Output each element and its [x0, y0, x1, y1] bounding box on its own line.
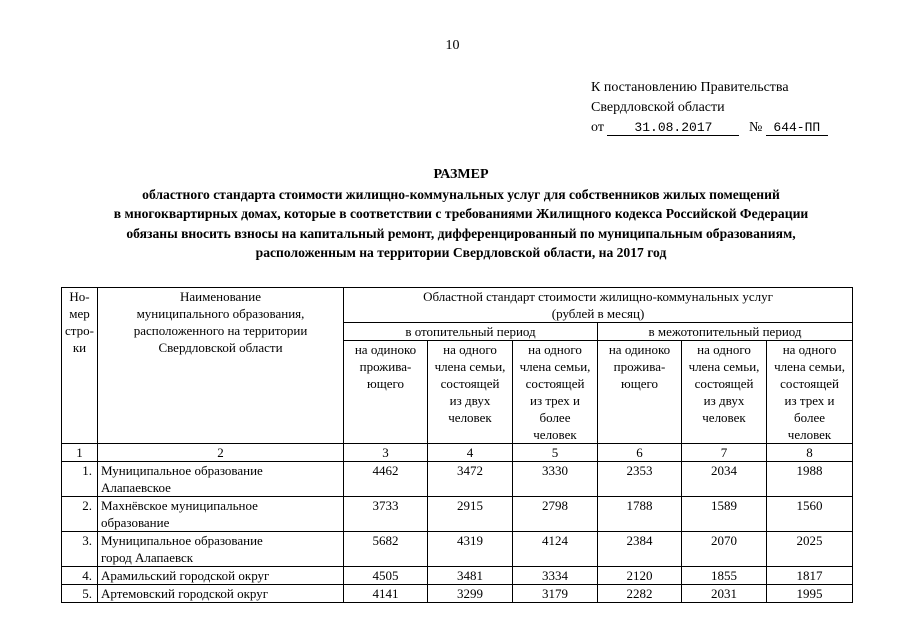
- municipality-name-line-1: Артемовский городской округ: [101, 586, 269, 601]
- cost-value-col-6: 1788: [598, 497, 682, 532]
- cost-value-col-3: 4141: [344, 585, 428, 603]
- header-heating-three-line-3: состоящей: [525, 376, 585, 391]
- cost-value-col-7: 2070: [682, 532, 767, 567]
- header-name-line-3: расположенного на территории: [133, 323, 308, 338]
- appendix-line-2: Свердловской области: [591, 100, 725, 115]
- cost-value-col-8: 1995: [767, 585, 853, 603]
- header-nonheating-two-line-4: из двух: [703, 393, 745, 408]
- header-heating-two-line-4: из двух: [449, 393, 491, 408]
- row-number: 2.: [62, 497, 98, 532]
- header-heating-two-line-2: члена семьи,: [434, 359, 506, 374]
- cost-value-col-4: 4319: [428, 532, 513, 567]
- header-heating-three-line-4: из трех и: [530, 393, 580, 408]
- header-name-line-4: Свердловской области: [158, 340, 283, 355]
- cost-value-col-5: 3179: [513, 585, 598, 603]
- header-standard-line-2: (рублей в месяц): [551, 306, 645, 321]
- header-heating-single-line-3: ющего: [366, 376, 404, 391]
- header-row-1: [62, 288, 853, 323]
- header-nonheating-two-line-1: на одного: [697, 342, 751, 357]
- cost-value-col-3: 4505: [344, 567, 428, 585]
- cost-value-col-7: 1855: [682, 567, 767, 585]
- cost-value-col-7: 2031: [682, 585, 767, 603]
- header-nonheating-single-line-1: на одиноко: [608, 342, 671, 357]
- header-heating-three-line-5: более: [539, 410, 571, 425]
- decree-date: 31.08.2017: [607, 120, 739, 136]
- row-number: 3.: [62, 532, 98, 567]
- header-nonheating-two-line-3: состоящей: [694, 376, 754, 391]
- header-heating-three-line-1: на одного: [528, 342, 582, 357]
- header-nonheating-two: [682, 341, 767, 444]
- cost-value-col-5: 4124: [513, 532, 598, 567]
- header-municipality-name: [98, 288, 344, 444]
- header-nonheating-single: [598, 341, 682, 444]
- cost-value-col-4: 2915: [428, 497, 513, 532]
- table-row: [62, 497, 853, 532]
- column-number-4: 4: [428, 444, 513, 462]
- title-line-2: в многоквартирных домах, которые в соответствии с требованиями Жилищного кодекса Российской Федерации: [113, 206, 809, 221]
- cost-value-col-7: 2034: [682, 462, 767, 497]
- header-nonheating-three-line-6: человек: [787, 427, 832, 442]
- appendix-line-1: К постановлению Правительства: [591, 80, 789, 95]
- document-title: [60, 165, 862, 263]
- cost-value-col-8: 2025: [767, 532, 853, 567]
- table-row: [62, 532, 853, 567]
- cost-value-col-5: 2798: [513, 497, 598, 532]
- header-nonheating-two-line-2: члена семьи,: [688, 359, 760, 374]
- table-row: [62, 462, 853, 497]
- row-number: 5.: [62, 585, 98, 603]
- standard-cost-table: [61, 287, 853, 603]
- cost-value-col-3: 5682: [344, 532, 428, 567]
- title-line-4: расположенным на территории Свердловской области, на 2017 год: [255, 245, 667, 260]
- header-nonheating-three-line-5: более: [794, 410, 826, 425]
- header-heating-single: [344, 341, 428, 444]
- cost-value-col-4: 3481: [428, 567, 513, 585]
- municipality-name: [98, 585, 344, 603]
- number-prefix: №: [748, 120, 763, 135]
- municipality-name: [98, 532, 344, 567]
- cost-value-col-5: 3330: [513, 462, 598, 497]
- municipality-name: [98, 497, 344, 532]
- cost-value-col-4: 3299: [428, 585, 513, 603]
- row-number: 1.: [62, 462, 98, 497]
- table-row: [62, 567, 853, 585]
- header-nonheating-three: [767, 341, 853, 444]
- decree-number: 644-ПП: [766, 120, 828, 136]
- municipality-name-line-2: Алапаевское: [101, 480, 171, 495]
- header-row-number-line-2: мер: [69, 306, 90, 321]
- municipality-name-line-1: Арамильский городской округ: [101, 568, 270, 583]
- municipality-name-line-2: образование: [101, 515, 170, 530]
- header-row-number: [62, 288, 98, 444]
- header-heating-single-line-2: прожива-: [359, 359, 412, 374]
- header-nonheating-single-line-3: ющего: [620, 376, 658, 391]
- row-number: 4.: [62, 567, 98, 585]
- cost-value-col-8: 1817: [767, 567, 853, 585]
- header-heating-two-line-1: на одного: [443, 342, 497, 357]
- column-number-8: 8: [767, 444, 853, 462]
- header-row-number-line-1: Но-: [69, 289, 90, 304]
- column-number-3: 3: [344, 444, 428, 462]
- cost-value-col-4: 3472: [428, 462, 513, 497]
- column-number-row: [62, 444, 853, 462]
- municipality-name-line-1: Муниципальное образование: [101, 463, 263, 478]
- cost-value-col-3: 4462: [344, 462, 428, 497]
- municipality-name-line-1: Махнёвское муниципальное: [101, 498, 258, 513]
- cost-value-col-8: 1560: [767, 497, 853, 532]
- header-row-number-line-4: ки: [72, 340, 87, 355]
- header-nonheating-single-line-2: прожива-: [613, 359, 666, 374]
- header-heating-three: [513, 341, 598, 444]
- header-nonheating-period: в межотопительный период: [598, 323, 853, 341]
- municipality-name-line-1: Муниципальное образование: [101, 533, 263, 548]
- cost-value-col-7: 1589: [682, 497, 767, 532]
- header-nonheating-three-line-3: состоящей: [780, 376, 839, 391]
- column-number-7: 7: [682, 444, 767, 462]
- title-line-1: областного стандарта стоимости жилищно-коммунальных услуг для собственников жилых помещений: [142, 186, 780, 202]
- appendix-block: [591, 78, 828, 138]
- header-heating-three-line-2: члена семьи,: [519, 359, 591, 374]
- header-row-number-line-3: стро-: [65, 323, 94, 338]
- header-heating-two-line-5: человек: [448, 410, 492, 425]
- header-standard-line-1: Областной стандарт стоимости жилищно-коммунальных услуг: [423, 289, 773, 304]
- table-row: [62, 585, 853, 603]
- cost-value-col-6: 2353: [598, 462, 682, 497]
- header-standard: [344, 288, 853, 323]
- municipality-name: [98, 462, 344, 497]
- date-prefix: от: [591, 120, 604, 135]
- title-line-3: обязаны вносить взносы на капитальный ремонт, дифференцированный по муниципальным образованиям,: [126, 225, 796, 241]
- cost-value-col-6: 2282: [598, 585, 682, 603]
- header-nonheating-three-line-2: члена семьи,: [774, 359, 845, 374]
- cost-value-col-3: 3733: [344, 497, 428, 532]
- municipality-name-line-2: город Алапаевск: [101, 550, 194, 565]
- municipality-name: [98, 567, 344, 585]
- header-nonheating-two-line-5: человек: [702, 410, 746, 425]
- header-heating-three-line-6: человек: [533, 427, 577, 442]
- cost-value-col-6: 2384: [598, 532, 682, 567]
- column-number-2: 2: [98, 444, 344, 462]
- cost-value-col-5: 3334: [513, 567, 598, 585]
- header-name-line-1: Наименование: [180, 289, 261, 304]
- table-body: [62, 462, 853, 603]
- header-name-line-2: муниципального образования,: [136, 306, 305, 321]
- column-number-5: 5: [513, 444, 598, 462]
- header-heating-single-line-1: на одиноко: [354, 342, 417, 357]
- page-number: 10: [445, 38, 460, 53]
- header-heating-period: в отопительный период: [344, 323, 598, 341]
- header-heating-two-line-3: состоящей: [440, 376, 500, 391]
- title-main: РАЗМЕР: [433, 167, 489, 182]
- header-nonheating-three-line-1: на одного: [782, 342, 837, 357]
- cost-value-col-8: 1988: [767, 462, 853, 497]
- cost-value-col-6: 2120: [598, 567, 682, 585]
- column-number-1: 1: [62, 444, 98, 462]
- appendix-date-row: [591, 118, 828, 138]
- header-heating-two: [428, 341, 513, 444]
- column-number-6: 6: [598, 444, 682, 462]
- header-nonheating-three-line-4: из трех и: [784, 393, 835, 408]
